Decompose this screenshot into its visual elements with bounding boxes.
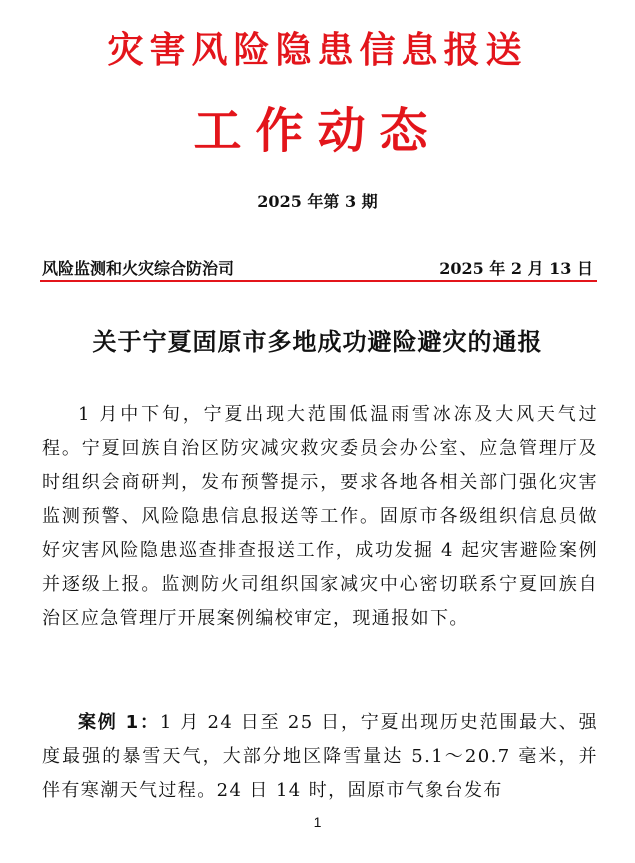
issue-date: 2025 年 2 月 13 日 — [439, 259, 593, 278]
case1-text: 1 月 24 日至 25 日，宁夏出现历史范围最大、强度最强的暴雪天气，大部分地区降雪量达 5.1～20.7 毫米，并伴有寒潮天气过程。24 日 14 时，固原市气象台发布 — [42, 712, 599, 801]
document-title: 关于宁夏固原市多地成功避险避灾的通报 — [92, 327, 543, 356]
bulletin-title: 工作动态 — [193, 103, 442, 159]
header-divider — [40, 280, 597, 282]
body-paragraph-intro — [42, 398, 598, 636]
paragraph-text: 1 月中下旬，宁夏出现大范围低温雨雪冰冻及大风天气过程。宁夏回族自治区防灾减灾救灾委员会办公室、应急管理厅及时组织会商研判，发布预警提示，要求各地各相关部门强化灾害监测预警、风险隐患信息报送等工作。固原市各级组织信息员做好灾害风险隐患巡查排查报送工作，成功发掘 4 起灾害避险案例并逐级上报。监测防火司组织国家减灾中心密切联系宁夏回族自治区应急管理厅开展案例编校审定，现通报如下。 — [42, 404, 598, 629]
case1-label: 案例 1： — [78, 712, 160, 733]
case1-paragraph — [42, 706, 598, 808]
report-series-title: 灾害风险隐患信息报送 — [107, 29, 528, 71]
body-paragraph-case1 — [42, 706, 598, 808]
page-number: 1 — [313, 814, 322, 830]
issue-number: 2025 年第 3 期 — [257, 192, 378, 211]
issuing-organization: 风险监测和火灾综合防治司 — [42, 259, 235, 278]
